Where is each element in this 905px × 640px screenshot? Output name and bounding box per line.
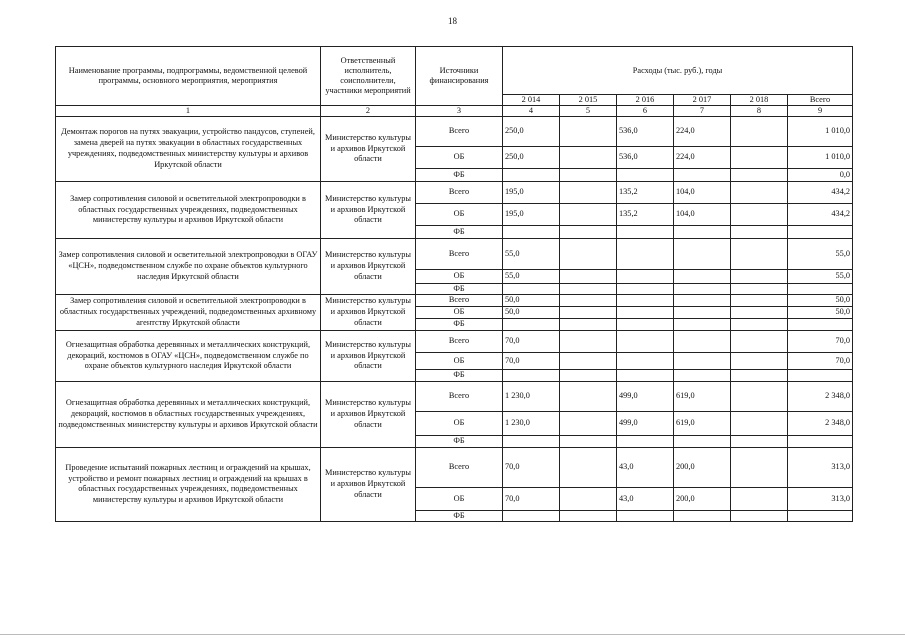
year-value: [674, 510, 731, 521]
year-value: [731, 330, 788, 352]
total-value: 50,0: [788, 306, 853, 318]
year-value: 499,0: [617, 381, 674, 411]
year-value: [560, 181, 617, 203]
year-value: [560, 168, 617, 181]
year-value: 195,0: [503, 203, 560, 225]
year-value: [503, 283, 560, 294]
year-value: 70,0: [503, 447, 560, 487]
year-value: [560, 116, 617, 146]
year-value: [617, 283, 674, 294]
year-value: [617, 225, 674, 238]
total-value: 70,0: [788, 352, 853, 369]
index-row: [56, 106, 853, 117]
year-value: [731, 225, 788, 238]
total-value: 0,0: [788, 168, 853, 181]
year-value: 499,0: [617, 411, 674, 435]
funding-source: ФБ: [416, 283, 503, 294]
year-value: [731, 238, 788, 269]
year-value: [731, 181, 788, 203]
year-value: [560, 352, 617, 369]
year-value: [731, 269, 788, 283]
header-year: 2 015: [560, 95, 617, 106]
index-cell: 6: [617, 106, 674, 117]
year-value: [560, 318, 617, 330]
year-value: [731, 318, 788, 330]
year-value: 50,0: [503, 306, 560, 318]
executor-name: Министерство культуры и архивов Иркутской области: [321, 447, 416, 521]
year-value: [674, 269, 731, 283]
year-value: [731, 294, 788, 306]
year-value: 195,0: [503, 181, 560, 203]
year-value: [560, 435, 617, 447]
year-value: [560, 294, 617, 306]
year-value: [560, 269, 617, 283]
table-row: [56, 330, 853, 352]
year-value: [560, 411, 617, 435]
year-value: 1 230,0: [503, 411, 560, 435]
year-value: 250,0: [503, 116, 560, 146]
index-cell: 5: [560, 106, 617, 117]
year-value: [674, 369, 731, 381]
header-year: 2 014: [503, 95, 560, 106]
table-body: [56, 116, 853, 521]
funding-source: ФБ: [416, 225, 503, 238]
funding-source: Всего: [416, 447, 503, 487]
header-year: 2 018: [731, 95, 788, 106]
total-value: 55,0: [788, 238, 853, 269]
year-value: 250,0: [503, 146, 560, 168]
year-value: [731, 168, 788, 181]
expenses-table: [55, 46, 853, 522]
year-value: [674, 283, 731, 294]
total-value: [788, 510, 853, 521]
year-value: [674, 318, 731, 330]
total-value: 2 348,0: [788, 411, 853, 435]
year-value: [674, 238, 731, 269]
header-year: 2 016: [617, 95, 674, 106]
year-value: [731, 435, 788, 447]
year-value: 536,0: [617, 146, 674, 168]
page-number: 18: [448, 16, 457, 26]
year-value: 135,2: [617, 181, 674, 203]
funding-source: ОБ: [416, 411, 503, 435]
year-value: [731, 487, 788, 510]
year-value: 70,0: [503, 330, 560, 352]
year-value: [674, 294, 731, 306]
year-value: [560, 306, 617, 318]
funding-source: Всего: [416, 381, 503, 411]
year-value: [731, 146, 788, 168]
table-row: [56, 294, 853, 306]
executor-name: Министерство культуры и архивов Иркутской области: [321, 238, 416, 294]
header-sources: Источники финансирования: [416, 47, 503, 106]
total-value: [788, 283, 853, 294]
page-bottom-border: [0, 634, 905, 635]
index-cell: 3: [416, 106, 503, 117]
year-value: [674, 435, 731, 447]
year-value: [617, 435, 674, 447]
funding-source: ФБ: [416, 510, 503, 521]
year-value: [617, 318, 674, 330]
year-value: [731, 447, 788, 487]
activity-name: Замер сопротивления силовой и осветительной электропроводки в областных государственных учреждениях, подведомственных министерству культуры и архивов Иркутской области: [56, 181, 321, 238]
year-value: [617, 306, 674, 318]
year-value: [731, 352, 788, 369]
executor-name: Министерство культуры и архивов Иркутской области: [321, 116, 416, 181]
year-value: 224,0: [674, 116, 731, 146]
total-value: [788, 318, 853, 330]
funding-source: ОБ: [416, 487, 503, 510]
total-value: 2 348,0: [788, 381, 853, 411]
executor-name: Министерство культуры и архивов Иркутской области: [321, 330, 416, 381]
year-value: [503, 510, 560, 521]
year-value: [560, 487, 617, 510]
year-value: [560, 447, 617, 487]
funding-source: Всего: [416, 294, 503, 306]
header-name: Наименование программы, подпрограммы, ведомственной целевой программы, основного мероприятия, мероприятия: [56, 47, 321, 106]
year-value: [731, 411, 788, 435]
activity-name: Огнезащитная обработка деревянных и металлических конструкций, декораций, костюмов в ОГАУ «ЦСН», подведомственном службе по охране объектов культурного наследия Иркутской области: [56, 330, 321, 381]
table-row: [56, 238, 853, 269]
funding-source: ФБ: [416, 318, 503, 330]
year-value: [674, 225, 731, 238]
year-value: 50,0: [503, 294, 560, 306]
funding-source: ФБ: [416, 168, 503, 181]
year-value: [560, 369, 617, 381]
year-value: [617, 269, 674, 283]
activity-name: Проведение испытаний пожарных лестниц и ограждений на крышах, устройство и ремонт пожарных лестниц и ограждений на крышах в областных государственных учреждениях, подведомственных министерству культуры и архивов Иркутской области: [56, 447, 321, 521]
year-value: 200,0: [674, 447, 731, 487]
year-value: 43,0: [617, 487, 674, 510]
year-value: 619,0: [674, 381, 731, 411]
index-cell: 7: [674, 106, 731, 117]
index-cell: 1: [56, 106, 321, 117]
total-value: 434,2: [788, 181, 853, 203]
table-row: [56, 181, 853, 203]
year-value: 104,0: [674, 203, 731, 225]
index-cell: 4: [503, 106, 560, 117]
year-value: [731, 369, 788, 381]
funding-source: ОБ: [416, 203, 503, 225]
year-value: 619,0: [674, 411, 731, 435]
funding-source: ОБ: [416, 269, 503, 283]
year-value: [674, 306, 731, 318]
activity-name: Демонтаж порогов на путях эвакуации, устройство пандусов, ступеней, замена дверей на путях эвакуации в областных государственных учреждениях, подведомственных министерству культуры и архивов Иркутской области: [56, 116, 321, 181]
year-value: 135,2: [617, 203, 674, 225]
funding-source: ОБ: [416, 352, 503, 369]
year-value: [617, 330, 674, 352]
year-value: 43,0: [617, 447, 674, 487]
year-value: [560, 203, 617, 225]
total-value: 70,0: [788, 330, 853, 352]
year-value: [503, 369, 560, 381]
funding-source: Всего: [416, 116, 503, 146]
year-value: 55,0: [503, 238, 560, 269]
executor-name: Министерство культуры и архивов Иркутской области: [321, 181, 416, 238]
table-row: [56, 116, 853, 146]
total-value: [788, 435, 853, 447]
year-value: 55,0: [503, 269, 560, 283]
total-value: [788, 369, 853, 381]
total-value: 434,2: [788, 203, 853, 225]
year-value: [560, 238, 617, 269]
total-value: 55,0: [788, 269, 853, 283]
total-value: 313,0: [788, 447, 853, 487]
year-value: 224,0: [674, 146, 731, 168]
total-value: [788, 225, 853, 238]
year-value: [503, 318, 560, 330]
year-value: [617, 352, 674, 369]
year-value: [503, 225, 560, 238]
index-cell: 9: [788, 106, 853, 117]
activity-name: Огнезащитная обработка деревянных и металлических конструкций, декораций, костюмов в областных государственных учреждениях, подведомственных министерству культуры и архивов Иркутской области: [56, 381, 321, 447]
year-value: [560, 225, 617, 238]
year-value: [560, 146, 617, 168]
funding-source: Всего: [416, 330, 503, 352]
year-value: [674, 352, 731, 369]
year-value: [617, 510, 674, 521]
header-executor: Ответственный исполнитель, соисполнители, участники мероприятий: [321, 47, 416, 106]
funding-source: Всего: [416, 181, 503, 203]
year-value: [731, 203, 788, 225]
index-cell: 2: [321, 106, 416, 117]
table-row: [56, 447, 853, 487]
header-year: 2 017: [674, 95, 731, 106]
total-value: 1 010,0: [788, 146, 853, 168]
total-value: 313,0: [788, 487, 853, 510]
activity-name: Замер сопротивления силовой и осветительной электропроводки в областных государственных учреждений, подведомственных архивному агентству Иркутской области: [56, 294, 321, 330]
year-value: [617, 369, 674, 381]
funding-source: ФБ: [416, 435, 503, 447]
year-value: [674, 330, 731, 352]
year-value: [617, 238, 674, 269]
year-value: [560, 510, 617, 521]
year-value: [731, 510, 788, 521]
funding-source: ОБ: [416, 146, 503, 168]
year-value: [560, 330, 617, 352]
year-value: 200,0: [674, 487, 731, 510]
year-value: [731, 381, 788, 411]
total-value: 50,0: [788, 294, 853, 306]
year-value: [503, 435, 560, 447]
year-value: 1 230,0: [503, 381, 560, 411]
table-row: [56, 381, 853, 411]
year-value: [617, 294, 674, 306]
funding-source: ОБ: [416, 306, 503, 318]
activity-name: Замер сопротивления силовой и осветительной электропроводки в ОГАУ «ЦСН», подведомственном службе по охране объектов культурного наследия Иркутской области: [56, 238, 321, 294]
header-total: Всего: [788, 95, 853, 106]
year-value: 536,0: [617, 116, 674, 146]
funding-source: ФБ: [416, 369, 503, 381]
year-value: [731, 283, 788, 294]
executor-name: Министерство культуры и архивов Иркутской области: [321, 294, 416, 330]
year-value: 70,0: [503, 352, 560, 369]
year-value: [503, 168, 560, 181]
executor-name: Министерство культуры и архивов Иркутской области: [321, 381, 416, 447]
year-value: [560, 283, 617, 294]
year-value: 104,0: [674, 181, 731, 203]
year-value: [560, 381, 617, 411]
year-value: [731, 306, 788, 318]
header-expenses: Расходы (тыс. руб.), годы: [503, 47, 853, 95]
year-value: 70,0: [503, 487, 560, 510]
year-value: [674, 168, 731, 181]
year-value: [617, 168, 674, 181]
index-cell: 8: [731, 106, 788, 117]
year-value: [731, 116, 788, 146]
total-value: 1 010,0: [788, 116, 853, 146]
funding-source: Всего: [416, 238, 503, 269]
